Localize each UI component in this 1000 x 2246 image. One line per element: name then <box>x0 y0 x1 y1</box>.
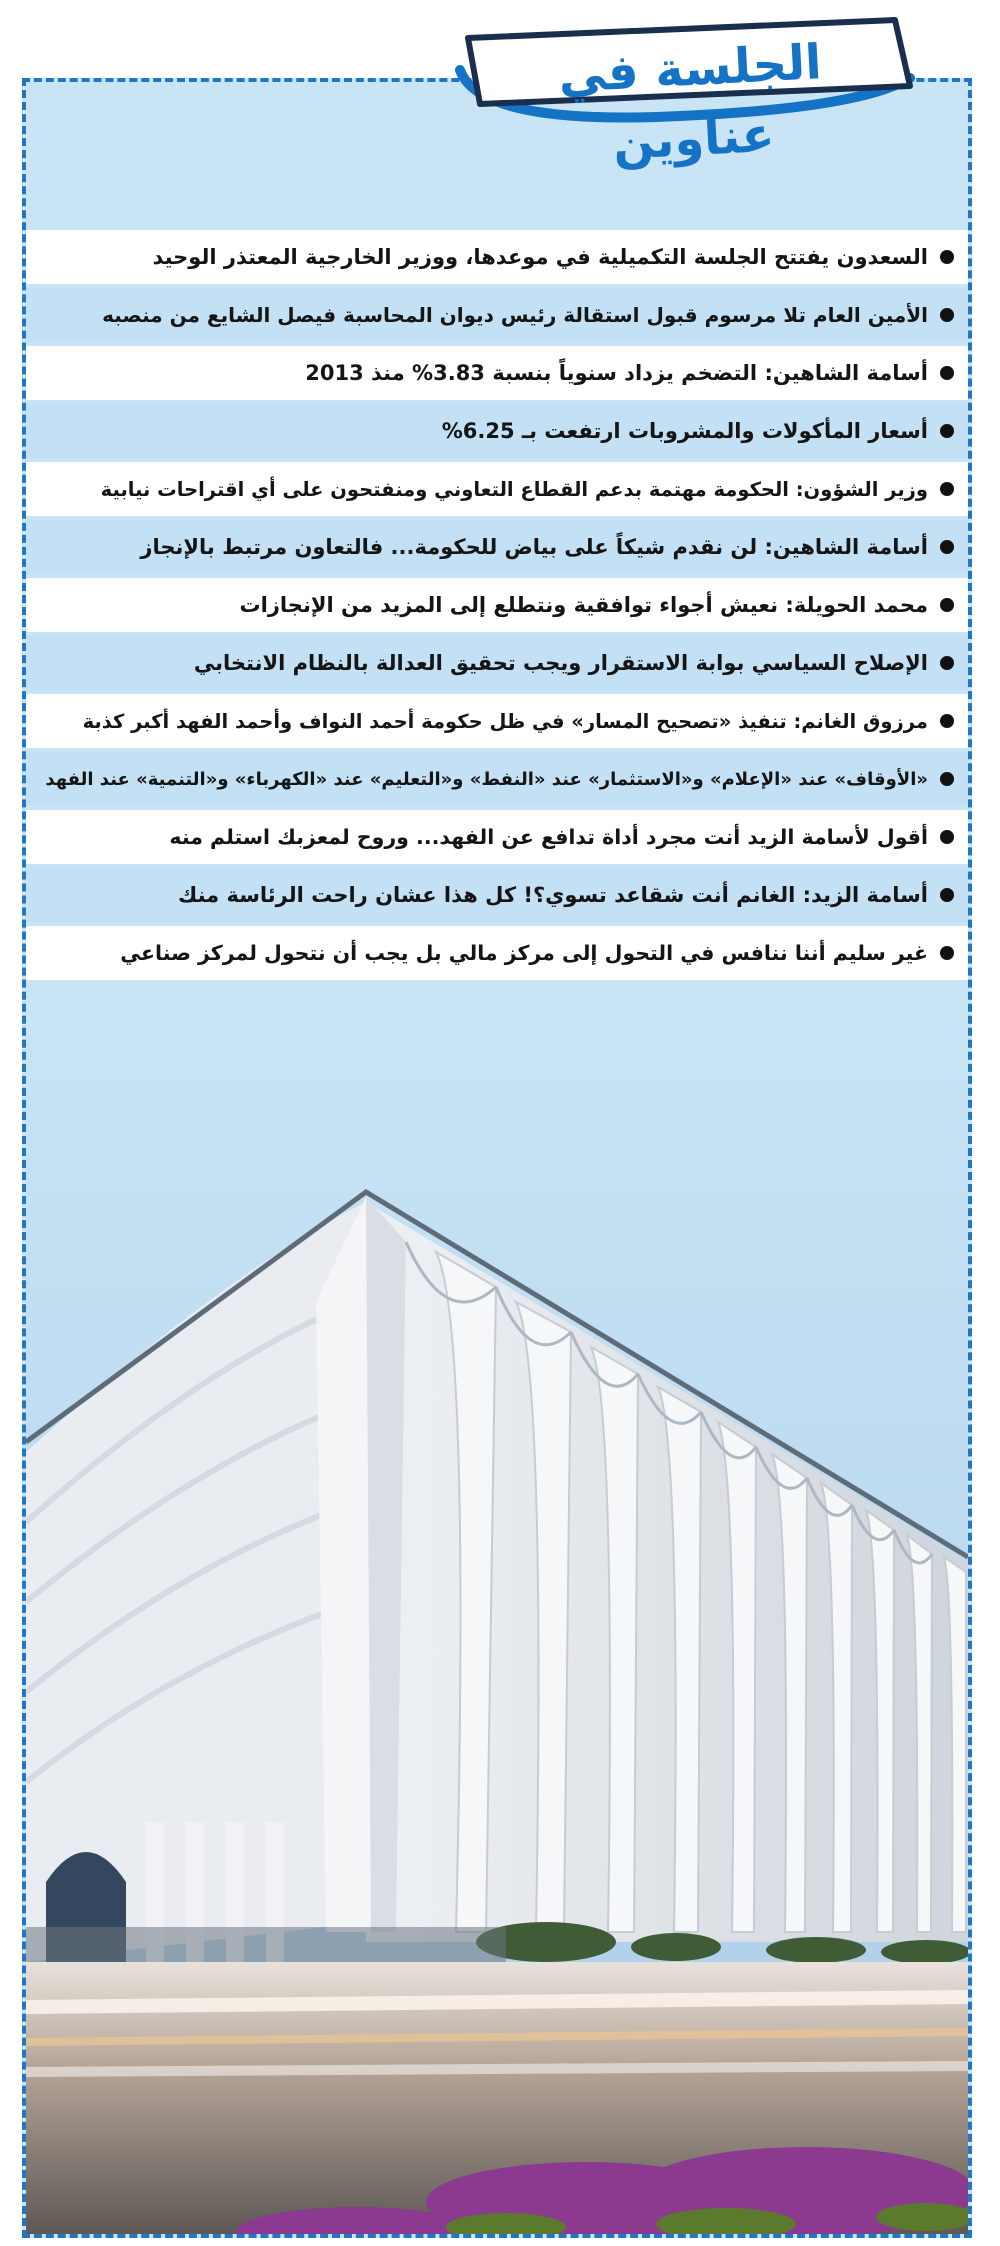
headline-text: أقول لأسامة الزيد أنت مجرد أداة تدافع عن الفهد... وروح لمعزبك استلم منه <box>169 825 928 849</box>
headline-row <box>26 404 968 458</box>
headline-row <box>26 868 968 922</box>
page-title: الجلسة في عناوين <box>557 34 823 172</box>
bullet-icon <box>940 830 954 844</box>
headline-row <box>26 752 968 806</box>
headline-text: مرزوق الغانم: تنفيذ «تصحيح المسار» في ظل حكومة أحمد النواف وأحمد الفهد أكبر كذبة <box>82 709 928 733</box>
headline-text: السعدون يفتتح الجلسة التكميلية في موعدها، ووزير الخارجية المعتذر الوحيد <box>152 245 928 269</box>
headline-row <box>26 578 968 632</box>
bullet-icon <box>940 656 954 670</box>
headline-text: الإصلاح السياسي بوابة الاستقرار ويجب تحقيق العدالة بالنظام الانتخابي <box>193 651 928 675</box>
bullet-icon <box>940 308 954 322</box>
headline-text: أسامة الشاهين: لن نقدم شيكاً على بياض للحكومة... فالتعاون مرتبط بالإنجاز <box>140 535 928 559</box>
bullet-icon <box>940 250 954 264</box>
headline-text: أسامة الزيد: الغانم أنت شقاعد تسوي؟! كل هذا عشان راحت الرئاسة منك <box>178 883 928 907</box>
bullet-icon <box>940 366 954 380</box>
headline-row <box>26 230 968 284</box>
bullet-icon <box>940 424 954 438</box>
headline-text: الأمين العام تلا مرسوم قبول استقالة رئيس ديوان المحاسبة فيصل الشايع من منصبه <box>102 303 928 327</box>
headline-text: أسامة الشاهين: التضخم يزداد سنوياً بنسبة 3.83% منذ 2013 <box>305 361 928 385</box>
headline-row <box>26 694 968 748</box>
bullet-icon <box>940 772 954 786</box>
headline-row <box>26 810 968 864</box>
headline-row <box>26 462 968 516</box>
bullet-icon <box>940 598 954 612</box>
bullet-icon <box>940 482 954 496</box>
headline-row <box>26 288 968 342</box>
parliament-building-photo <box>26 1002 968 2238</box>
bullet-icon <box>940 714 954 728</box>
bullet-icon <box>940 946 954 960</box>
headline-text: أسعار المأكولات والمشروبات ارتفعت بـ 6.25% <box>441 419 928 443</box>
headline-row <box>26 636 968 690</box>
bullet-icon <box>940 540 954 554</box>
headline-text: وزير الشؤون: الحكومة مهتمة بدعم القطاع التعاوني ومنفتحون على أي اقتراحات نيابية <box>100 477 928 501</box>
headline-text: «الأوقاف» عند «الإعلام» و«الاستثمار» عند «النفط» و«التعليم» عند «الكهرباء» و«التنمية» عند الفهد <box>45 768 928 790</box>
headline-text: غير سليم أننا ننافس في التحول إلى مركز مالي بل يجب أن نتحول لمركز صناعي <box>120 941 928 965</box>
title-badge <box>440 8 930 172</box>
headlines-panel <box>22 78 972 2238</box>
headline-row <box>26 520 968 574</box>
headline-text: محمد الحويلة: نعيش أجواء توافقية ونتطلع إلى المزيد من الإنجازات <box>239 593 928 617</box>
bullet-icon <box>940 888 954 902</box>
headline-row <box>26 346 968 400</box>
headline-row <box>26 926 968 980</box>
